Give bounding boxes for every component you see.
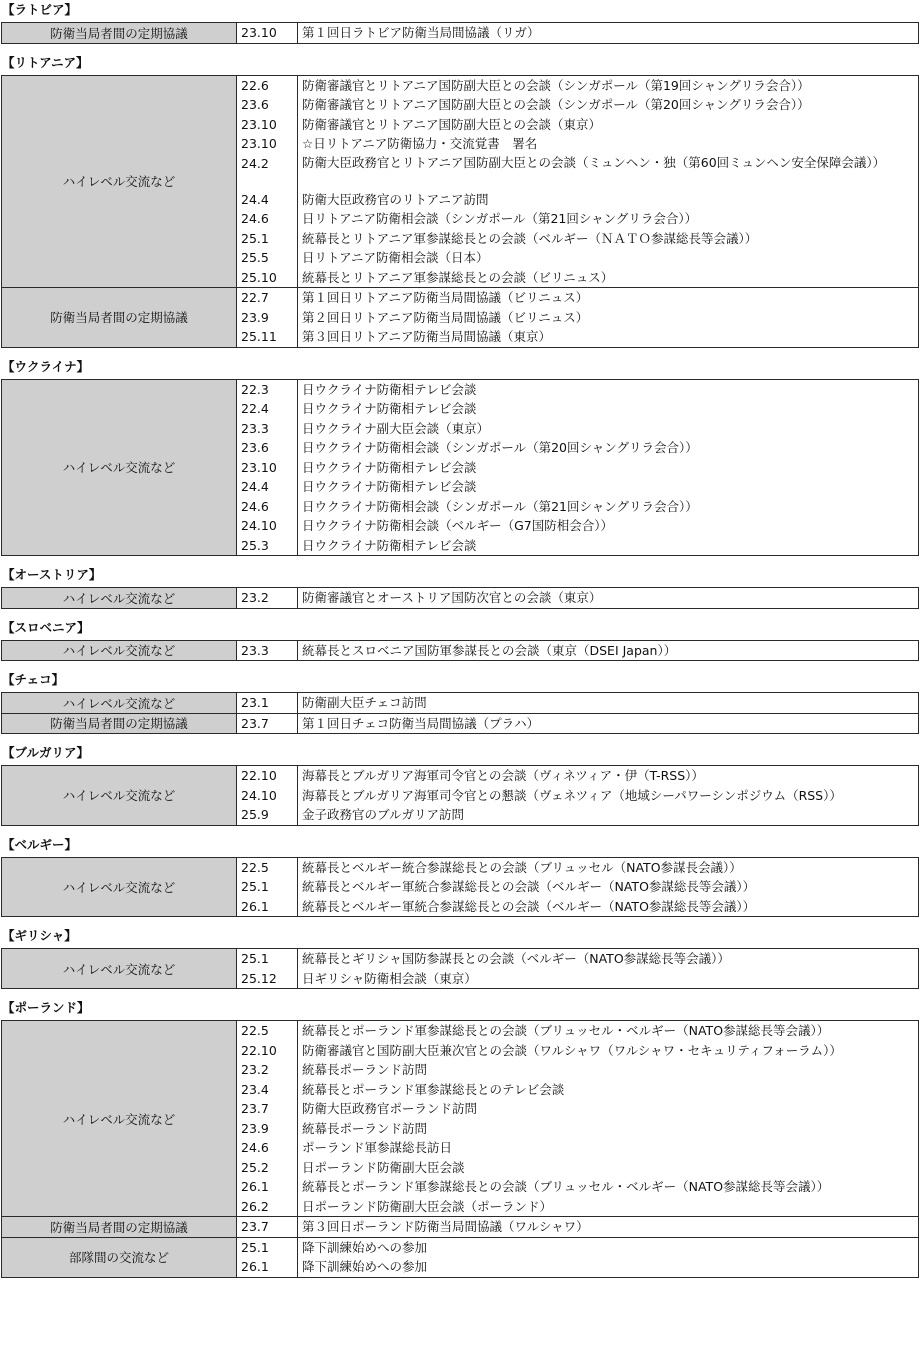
- event-cell: [298, 23, 919, 44]
- country-table: [1, 379, 919, 557]
- event-cell: [298, 1021, 919, 1217]
- event-cell: [298, 713, 919, 734]
- event-cell: [298, 766, 919, 826]
- entry-event: 日ウクライナ防衛相テレビ会談: [302, 459, 477, 475]
- date-cell: [237, 1021, 298, 1217]
- entry-date: 23.3: [241, 642, 269, 658]
- country-header: 【スロベニア】: [2, 619, 90, 635]
- category-cell: ハイレベル交流など: [2, 857, 237, 917]
- table-row: [2, 1021, 919, 1217]
- entry-event: 統幕長とポーランド軍参謀総長との会談（ブリュッセル・ベルギー（NATO参謀総長等会議））: [302, 1179, 830, 1194]
- entry-event: 金子政務官のブルガリア訪問: [302, 807, 465, 822]
- country-table: [1, 857, 919, 918]
- entry-date: 25.1: [241, 951, 269, 966]
- entry-event: 日ウクライナ防衛相会談（ベルギー（G7国防相会合））: [302, 518, 614, 533]
- entry-date: 22.6: [241, 77, 269, 93]
- entry-event: 防衛審議官とリトアニア国防副大臣との会談（東京）: [302, 116, 602, 132]
- entry-event: 防衛副大臣チェコ訪問: [302, 695, 427, 710]
- entry-event: ポーランド軍参謀総長訪日: [302, 1140, 453, 1155]
- event-cell: [298, 857, 919, 917]
- event-cell: [298, 949, 919, 989]
- country-header: 【チェコ】: [2, 672, 65, 687]
- date-cell: [237, 1237, 298, 1277]
- event-cell: [298, 1217, 919, 1238]
- entry-date: 24.4: [241, 479, 269, 494]
- entry-event: 日ウクライナ防衛相会談（シンガポール（第20回シャングリラ会合））: [302, 440, 698, 455]
- entry-event: 統幕長とギリシャ国防参謀長との会談（ベルギー（NATO参謀総長等会議））: [302, 951, 730, 966]
- date-cell: [237, 379, 298, 556]
- country-table: [1, 75, 919, 348]
- category-cell: 部隊間の交流など: [2, 1237, 237, 1277]
- event-cell: [298, 288, 919, 348]
- table-row: [2, 713, 919, 734]
- entry-event: 防衛審議官とリトアニア国防副大臣との会談（シンガポール（第19回シャングリラ会合））: [302, 77, 810, 93]
- entry-date: 24.10: [241, 787, 277, 803]
- table-row: [2, 23, 919, 44]
- country-table: [1, 1020, 919, 1278]
- entry-date: 22.3: [241, 381, 269, 397]
- category-cell: ハイレベル交流など: [2, 1021, 237, 1217]
- category-cell: 防衛当局者間の定期協議: [2, 1217, 237, 1238]
- entry-event: 統幕長とベルギー軍統合参謀総長との会談（ベルギー（NATO参謀総長等会議））: [302, 879, 756, 894]
- category-cell: 防衛当局者間の定期協議: [2, 713, 237, 734]
- entry-date: 23.7: [241, 715, 269, 731]
- entry-event: 防衛審議官とリトアニア国防副大臣との会談（シンガポール（第20回シャングリラ会合））: [302, 97, 810, 112]
- entry-date: 22.7: [241, 290, 269, 305]
- entry-date: 24.2: [241, 155, 269, 171]
- country-header: 【ギリシャ】: [2, 928, 77, 943]
- entry-event: 第１回日チェコ防衛当局間協議（プラハ）: [302, 715, 540, 731]
- entry-event: 第１回日リトアニア防衛当局間協議（ビリニュス）: [302, 290, 589, 305]
- entry-event: 日ウクライナ防衛相テレビ会談: [302, 479, 477, 494]
- table-row: [2, 1237, 919, 1277]
- date-cell: [237, 766, 298, 826]
- date-cell: [237, 693, 298, 714]
- entry-date: 22.5: [241, 859, 269, 875]
- entry-date: 25.5: [241, 250, 269, 265]
- entry-event: 日ウクライナ防衛相テレビ会談: [302, 537, 477, 553]
- category-cell: ハイレベル交流など: [2, 379, 237, 556]
- entry-date: 23.10: [241, 116, 277, 132]
- entry-event: 統幕長とポーランド軍参謀総長との会談（ブリュッセル・ベルギー（NATO参謀総長等会議））: [302, 1023, 830, 1038]
- event-cell: [298, 75, 919, 288]
- entry-date: 23.1: [241, 695, 269, 710]
- event-cell: [298, 379, 919, 556]
- date-cell: [237, 588, 298, 609]
- entry-date: 23.3: [241, 420, 269, 436]
- date-cell: [237, 288, 298, 348]
- entry-date: 26.2: [241, 1198, 269, 1214]
- table-row: [2, 1217, 919, 1238]
- table-row: [2, 588, 919, 609]
- entry-date: 24.6: [241, 498, 269, 514]
- category-cell: ハイレベル交流など: [2, 640, 237, 661]
- table-row: [2, 379, 919, 556]
- entry-event: 防衛審議官と国防副大臣兼次官との会談（ワルシャワ（ワルシャワ・セキュリティフォーラム））: [302, 1042, 842, 1058]
- entry-event: 第１回日ラトビア防衛当局間協議（リガ）: [302, 25, 540, 40]
- entry-date: 25.2: [241, 1159, 269, 1175]
- entry-event: 日リトアニア防衛相会談（シンガポール（第21回シャングリラ会合））: [302, 211, 698, 226]
- date-cell: [237, 75, 298, 288]
- country-header: 【オーストリア】: [2, 567, 102, 582]
- category-cell: ハイレベル交流など: [2, 588, 237, 609]
- entry-date: 22.5: [241, 1023, 269, 1038]
- entry-event: 日ポーランド防衛副大臣会談（ポーランド）: [302, 1198, 553, 1214]
- date-cell: [237, 857, 298, 917]
- date-cell: [237, 1217, 298, 1238]
- entry-date: 25.1: [241, 1239, 269, 1255]
- entry-event: 降下訓練始めへの参加: [302, 1259, 428, 1274]
- entry-event: 日ウクライナ防衛相テレビ会談: [302, 401, 477, 416]
- entry-event: 海幕長とブルガリア海軍司令官との会談（ヴィネツィア・伊（T-RSS））: [302, 768, 704, 783]
- date-cell: [237, 23, 298, 44]
- entry-date: 26.1: [241, 898, 269, 914]
- entry-date: 23.9: [241, 1120, 269, 1136]
- entry-event: 海幕長とブルガリア海軍司令官との懇談（ヴェネツィア（地域シーパワーシンポジウム（RSS））: [302, 787, 842, 803]
- entry-event: 降下訓練始めへの参加: [302, 1239, 428, 1255]
- event-cell: [298, 640, 919, 661]
- entry-date: 24.6: [241, 1140, 269, 1155]
- entry-event: 第３回日リトアニア防衛当局間協議（東京）: [302, 329, 552, 344]
- entry-date: 23.4: [241, 1081, 269, 1097]
- category-cell: ハイレベル交流など: [2, 75, 237, 288]
- entry-event: 統幕長とリトアニア軍参謀総長との会談（ビリニュス）: [302, 269, 614, 285]
- entry-event: 日ウクライナ防衛相会談（シンガポール（第21回シャングリラ会合））: [302, 498, 698, 514]
- entry-event: 防衛大臣政務官とリトアニア国防副大臣との会談（ミュンヘン・独（第60回ミュンヘン安全保障会議））: [302, 154, 886, 170]
- table-row: [2, 949, 919, 989]
- entry-event: 統幕長とベルギー軍統合参謀総長との会談（ベルギー（NATO参謀総長等会議））: [302, 898, 756, 914]
- entry-event: 日ギリシャ防衛相会談（東京）: [302, 970, 477, 986]
- entry-date: 22.10: [241, 768, 277, 783]
- event-cell: [298, 693, 919, 714]
- table-row: [2, 766, 919, 826]
- country-header: 【リトアニア】: [2, 54, 89, 70]
- country-table: [1, 692, 919, 734]
- event-cell: [298, 588, 919, 609]
- entry-date: 23.2: [241, 1062, 269, 1077]
- entry-event: 第３回日ポーランド防衛当局間協議（ワルシャワ）: [302, 1219, 589, 1234]
- country-header: 【ポーランド】: [2, 1000, 90, 1015]
- event-cell: [298, 1237, 919, 1277]
- entry-event: 第２回日リトアニア防衛当局間協議（ビリニュス）: [302, 309, 589, 325]
- country-header: 【ブルガリア】: [2, 745, 90, 760]
- category-cell: ハイレベル交流など: [2, 693, 237, 714]
- date-cell: [237, 949, 298, 989]
- entry-date: 23.10: [241, 136, 277, 151]
- entry-date: 24.10: [241, 518, 277, 533]
- country-header: 【ウクライナ】: [2, 358, 90, 374]
- table-row: [2, 640, 919, 661]
- entry-event: 統幕長ポーランド訪問: [302, 1062, 428, 1077]
- entry-event: 統幕長とポーランド軍参謀総長とのテレビ会談: [302, 1081, 565, 1097]
- entry-date: 22.10: [241, 1042, 277, 1058]
- entry-date: 25.12: [241, 970, 277, 986]
- entry-date: 23.9: [241, 309, 269, 325]
- entry-date: 26.1: [241, 1179, 269, 1194]
- entry-date: 23.6: [241, 440, 269, 455]
- country-table: [1, 587, 919, 609]
- table-row: [2, 693, 919, 714]
- country-table: [1, 640, 919, 662]
- entry-date: 25.3: [241, 537, 269, 553]
- entry-date: 25.10: [241, 269, 277, 285]
- entry-date: 26.1: [241, 1259, 269, 1274]
- entry-date: 24.4: [241, 191, 269, 207]
- entry-date: 25.1: [241, 230, 269, 246]
- entry-event: 統幕長とスロベニア国防軍参謀長との会談（東京（DSEI Japan））: [302, 642, 677, 658]
- entry-date: 23.10: [241, 459, 277, 475]
- category-cell: ハイレベル交流など: [2, 766, 237, 826]
- entry-event: 防衛大臣政務官ポーランド訪問: [302, 1101, 478, 1116]
- country-header: 【ベルギー】: [2, 836, 78, 852]
- entry-event: 防衛審議官とオーストリア国防次官との会談（東京）: [302, 590, 602, 605]
- country-table: [1, 765, 919, 826]
- entry-event: 日ウクライナ副大臣会談（東京）: [302, 420, 490, 436]
- category-cell: 防衛当局者間の定期協議: [2, 23, 237, 44]
- entry-date: 25.11: [241, 329, 277, 344]
- entry-event: 統幕長とベルギー統合参謀総長との会談（ブリュッセル（NATO参謀長会議））: [302, 859, 742, 875]
- entry-date: 23.7: [241, 1219, 269, 1234]
- entry-date: 23.7: [241, 1101, 269, 1116]
- entry-date: 24.6: [241, 211, 269, 226]
- entry-event: 統幕長ポーランド訪問: [302, 1120, 428, 1136]
- entry-date: 25.9: [241, 807, 269, 822]
- entry-date: 22.4: [241, 401, 269, 416]
- country-table: [1, 22, 919, 44]
- table-row: [2, 857, 919, 917]
- table-row: [2, 288, 919, 348]
- country-header: 【ラトビア】: [2, 2, 78, 17]
- entry-date: 23.10: [241, 25, 277, 40]
- entry-event: 日リトアニア防衛相会談（日本）: [302, 250, 489, 265]
- table-row: [2, 75, 919, 288]
- entry-event: 統幕長とリトアニア軍参謀総長との会談（ベルギー（ＮＡＴＯ参謀総長等会議））: [302, 230, 758, 246]
- entry-event: 日ウクライナ防衛相テレビ会談: [302, 381, 477, 397]
- entry-event: ☆日リトアニア防衛協力・交流覚書 署名: [302, 136, 538, 151]
- date-cell: [237, 640, 298, 661]
- category-cell: ハイレベル交流など: [2, 949, 237, 989]
- country-table: [1, 948, 919, 989]
- entry-event: 日ポーランド防衛副大臣会談: [302, 1159, 465, 1175]
- entry-date: 23.6: [241, 97, 269, 112]
- entry-event: 防衛大臣政務官のリトアニア訪問: [302, 191, 489, 207]
- entry-date: 25.1: [241, 879, 269, 894]
- date-cell: [237, 713, 298, 734]
- entry-date: 23.2: [241, 590, 269, 605]
- category-cell: 防衛当局者間の定期協議: [2, 288, 237, 348]
